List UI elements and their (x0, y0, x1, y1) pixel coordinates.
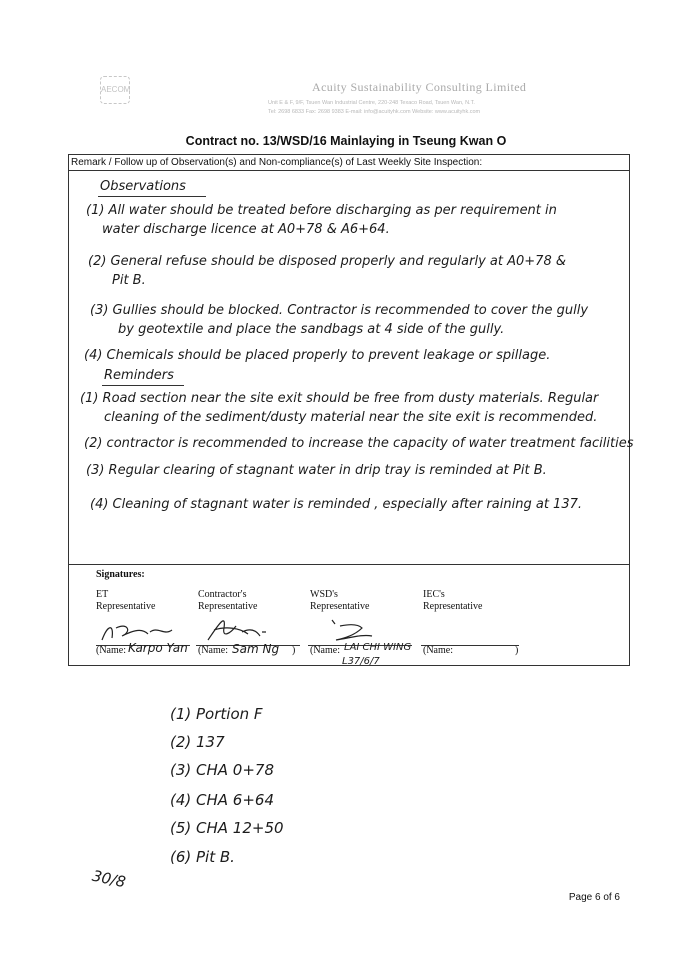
contractor-name-close: ) (292, 645, 296, 656)
location-item: (3) CHA 0+78 (170, 761, 274, 779)
date-note: 30/8 (90, 866, 128, 892)
company-contact: Tel: 2698 6833 Fax: 2698 9383 E-mail: info@acuityhk.com Website: www.acuityhk.com (268, 109, 481, 115)
location-item: (1) Portion F (170, 705, 263, 723)
location-item: (5) CHA 12+50 (170, 819, 284, 837)
contractor-name-value: Sam Ng (232, 642, 280, 656)
observation-line: (1) All water should be treated before discharging as per requirement in (86, 203, 557, 218)
reminders-underline (102, 385, 184, 386)
observation-line: Pit B. (112, 273, 146, 288)
observation-line: by geotextile and place the sandbags at 4 side of the gully. (118, 322, 505, 337)
et-name-label: (Name: (96, 645, 126, 656)
wsd-signature (322, 614, 382, 644)
observation-line: water discharge licence at A0+78 & A6+64. (102, 222, 390, 237)
reminder-line: cleaning of the sediment/dusty material near the site exit is recommended. (104, 410, 598, 425)
company-address: Unit E & F, 9/F, Tsuen Wan Industrial Centre, 220-248 Texaco Road, Tsuen Wan, N.T. (268, 100, 475, 106)
company-logo: AECOM (100, 76, 130, 104)
location-item: (4) CHA 6+64 (170, 791, 274, 809)
location-item: (6) Pit B. (170, 848, 235, 866)
signature-divider (68, 564, 630, 565)
wsd-name-value: LAI CHI WING (344, 642, 412, 653)
reminder-line: (2) contractor is recommended to increase the capacity of water treatment facilities (84, 436, 634, 451)
reminder-line: (3) Regular clearing of stagnant water in drip tray is reminded at Pit B. (86, 463, 547, 478)
iec-role: IEC's Representative (423, 589, 483, 612)
iec-name-label: (Name: (423, 645, 453, 656)
reminder-line: (1) Road section near the site exit should be free from dusty materials. Regular (80, 391, 599, 406)
signatures-title: Signatures: (96, 569, 145, 580)
wsd-role: WSD's Representative (310, 589, 370, 612)
observation-line: (2) General refuse should be disposed properly and regularly at A0+78 & (88, 254, 566, 269)
contractor-signature (200, 612, 280, 646)
contractor-role: Contractor's Representative (198, 589, 258, 612)
contract-title: Contract no. 13/WSD/16 Mainlaying in Tseung Kwan O (185, 134, 507, 148)
observation-line: (4) Chemicals should be placed properly to prevent leakage or spillage. (84, 348, 551, 363)
et-name-value: Karpo Yan (128, 641, 188, 655)
wsd-name-label: (Name: (310, 645, 340, 656)
reminder-line: (4) Cleaning of stagnant water is reminded , especially after raining at 137. (90, 497, 582, 512)
page-number: Page 6 of 6 (568, 892, 620, 903)
reminders-heading: Reminders (104, 368, 174, 383)
observation-line: (3) Gullies should be blocked. Contractor is recommended to cover the gully (90, 303, 589, 318)
wsd-signature-note: L37/6/7 (342, 656, 380, 667)
iec-name-close: ) (515, 645, 519, 656)
remark-header: Remark / Follow up of Observation(s) and Non-compliance(s) of Last Weekly Site Inspection: (71, 157, 483, 168)
observations-underline (98, 196, 206, 197)
company-name: Acuity Sustainability Consulting Limited (312, 80, 527, 94)
location-item: (2) 137 (170, 733, 225, 751)
et-role: ET Representative (96, 589, 156, 612)
observations-heading: Observations (100, 179, 186, 194)
contractor-name-label: (Name: (198, 645, 228, 656)
